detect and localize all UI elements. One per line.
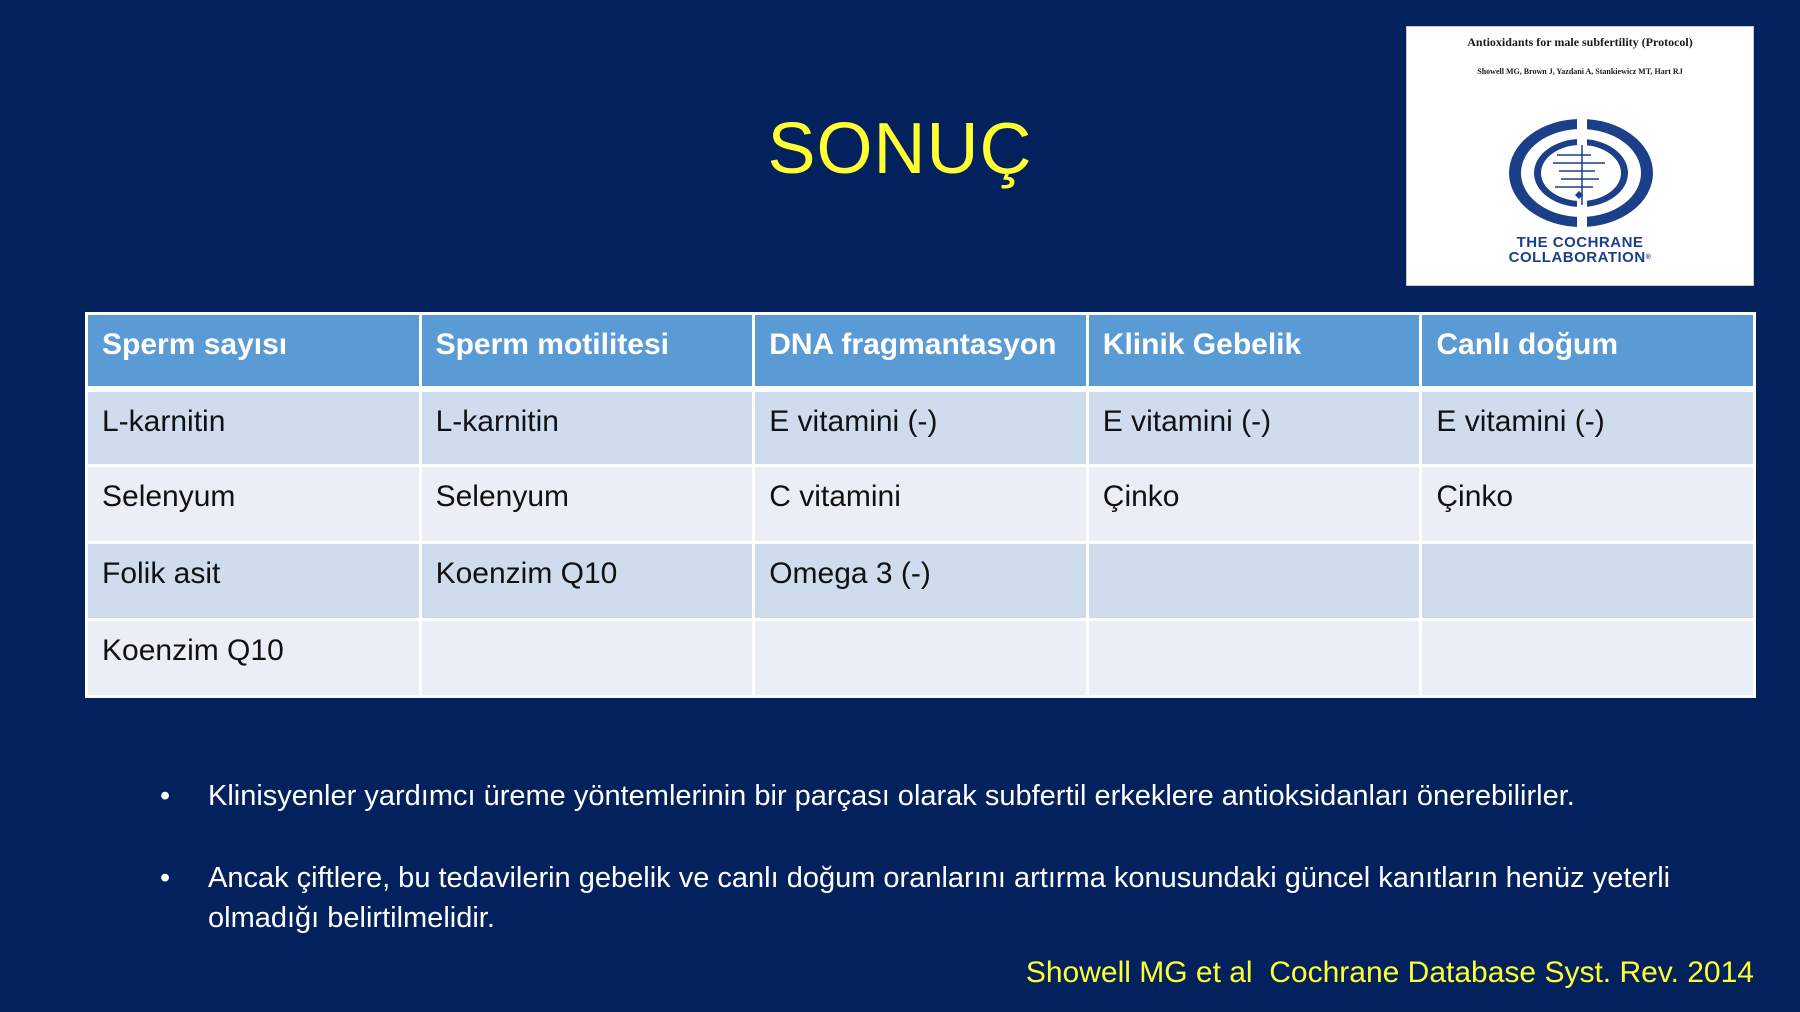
table-row xyxy=(87,620,1755,697)
header-sperm-count: Sperm sayısı xyxy=(87,314,421,389)
bullet-text: Klinisyenler yardımcı üreme yöntemlerinin bir parçası olarak subfertil erkeklere antioksidanları önerebilirler. xyxy=(208,780,1575,812)
org-line2: COLLABORATION xyxy=(1508,249,1646,266)
header-dna-fragmentation: DNA fragmantasyon xyxy=(754,314,1088,389)
registered-mark: ® xyxy=(1645,254,1652,261)
table-cell: C vitamini xyxy=(754,466,1088,543)
table-cell: Çinko xyxy=(1087,466,1421,543)
header-sperm-motility: Sperm motilitesi xyxy=(420,314,754,389)
bullet-item xyxy=(160,858,1720,938)
org-line1: THE COCHRANE xyxy=(1516,234,1644,251)
table-cell xyxy=(1421,543,1755,620)
table-cell: L-karnitin xyxy=(420,389,754,466)
bullet-dot-icon: • xyxy=(160,862,171,894)
bullet-item xyxy=(160,776,1720,816)
table-row xyxy=(87,466,1755,543)
table-cell: E vitamini (-) xyxy=(1421,389,1755,466)
table-row xyxy=(87,543,1755,620)
thumbnail-title: Antioxidants for male subfertility (Protocol) xyxy=(1467,35,1693,49)
table-row xyxy=(87,389,1755,466)
table-cell: L-karnitin xyxy=(87,389,421,466)
table-cell: Omega 3 (-) xyxy=(754,543,1088,620)
cochrane-wordmark xyxy=(1407,235,1753,265)
bullet-text: Ancak çiftlere, bu tedavilerin gebelik ve canlı doğum oranlarını artırma konusundaki güncel kanıtların henüz yeterli olmadığı belirtilmelidir. xyxy=(208,862,1671,934)
thumbnail-authors: Showell MG, Brown J, Yazdani A, Stankiewicz MT, Hart RJ xyxy=(1477,67,1683,76)
table-cell: Selenyum xyxy=(87,466,421,543)
citation: Showell MG et al Cochrane Database Syst. Rev. 2014 xyxy=(1025,956,1754,989)
table-cell xyxy=(1087,543,1421,620)
table-cell: Selenyum xyxy=(420,466,754,543)
antioxidant-results-table xyxy=(85,312,1756,698)
table-header-row xyxy=(87,314,1755,389)
cochrane-protocol-thumbnail xyxy=(1406,26,1754,286)
slide-title: SONUÇ xyxy=(767,109,1033,189)
cochrane-logo-icon xyxy=(1495,115,1667,231)
table-cell: Folik asit xyxy=(87,543,421,620)
table-cell xyxy=(1421,620,1755,697)
table-cell xyxy=(1087,620,1421,697)
table-cell: Koenzim Q10 xyxy=(87,620,421,697)
table-cell xyxy=(420,620,754,697)
table-cell: Koenzim Q10 xyxy=(420,543,754,620)
header-live-birth: Canlı doğum xyxy=(1421,314,1755,389)
table-cell xyxy=(754,620,1088,697)
table-cell: E vitamini (-) xyxy=(754,389,1088,466)
conclusion-bullets xyxy=(160,776,1720,980)
header-clinical-pregnancy: Klinik Gebelik xyxy=(1087,314,1421,389)
table-cell: Çinko xyxy=(1421,466,1755,543)
bullet-dot-icon: • xyxy=(160,780,171,812)
table-cell: E vitamini (-) xyxy=(1087,389,1421,466)
